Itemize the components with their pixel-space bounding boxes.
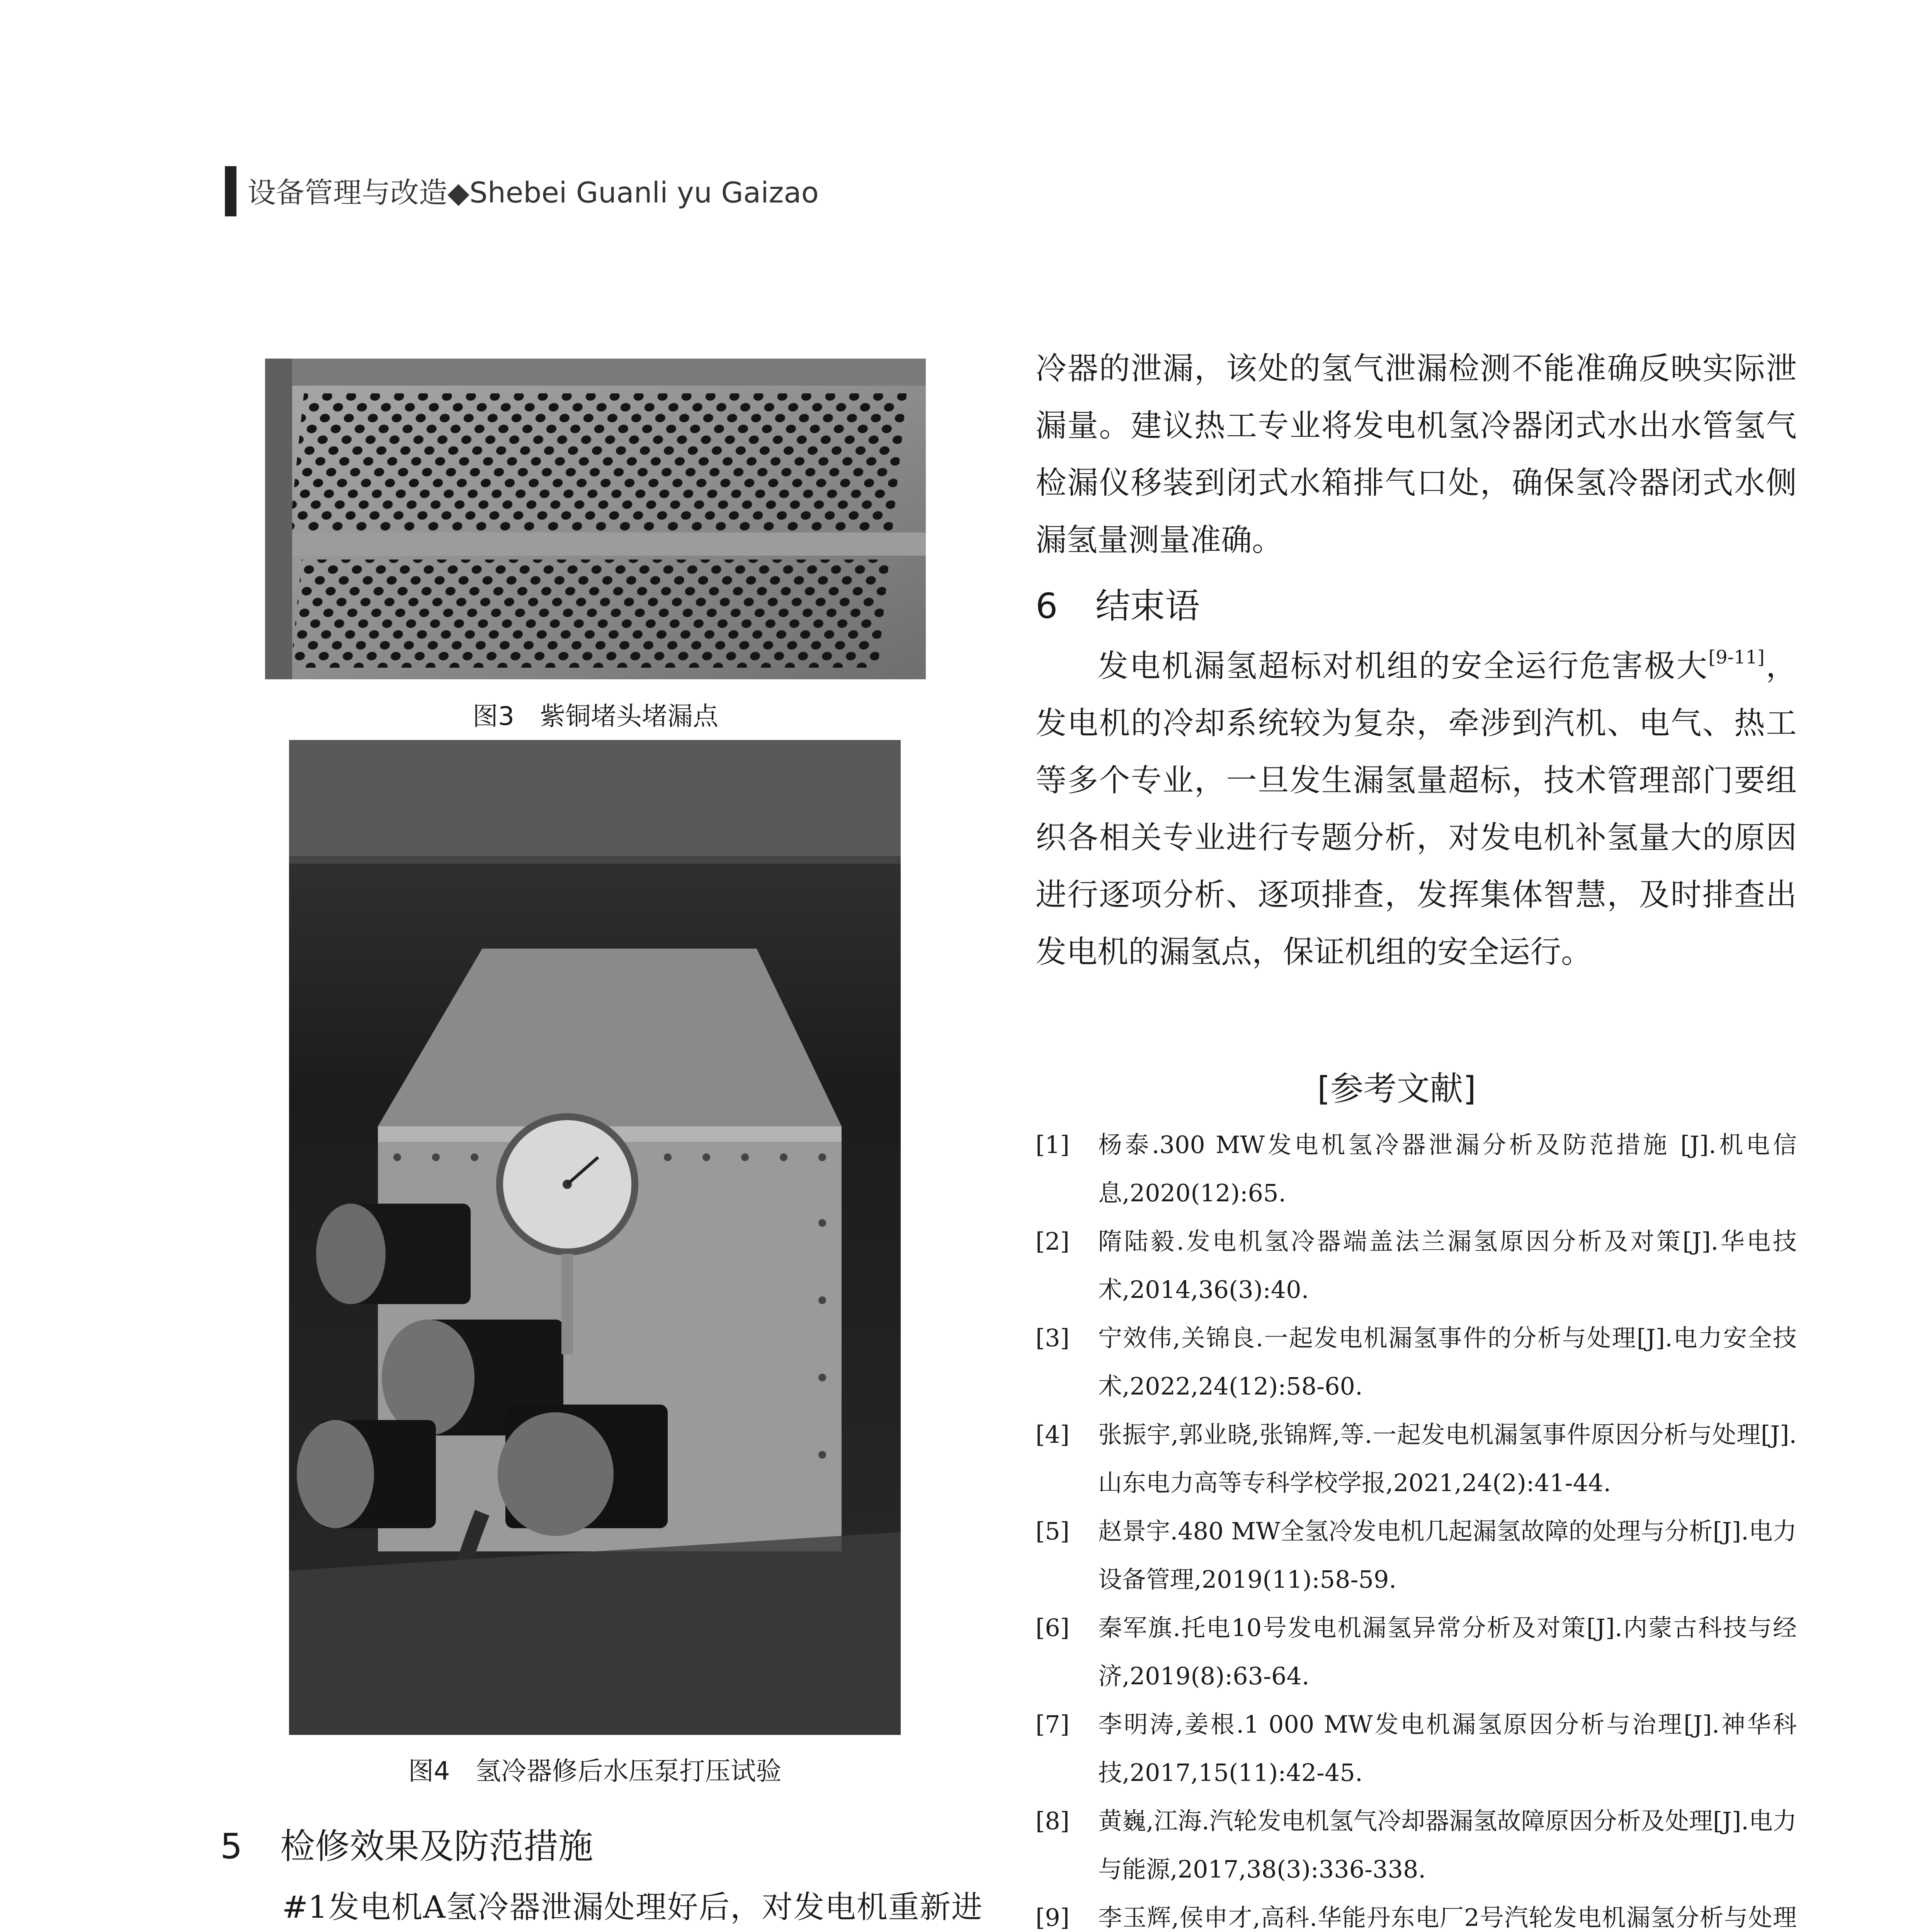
section-5-body [220, 1879, 982, 1932]
reference-number: [6] [1036, 1614, 1070, 1642]
paragraph: #1发电机A氢冷器泄漏处理好后，对发电机重新进 [282, 1889, 982, 1925]
reference-number: [2] [1036, 1227, 1070, 1255]
reference-item [1036, 1604, 1797, 1700]
reference-number: [5] [1036, 1517, 1070, 1545]
section-number: 6 [1036, 586, 1058, 626]
reference-list [1036, 1121, 1797, 1932]
reference-text: 赵景宇.480 MW全氢冷发电机几起漏氢故障的处理与分析[J].电力设备管理,2019(11):58-59. [1098, 1517, 1797, 1594]
reference-item [1036, 1507, 1797, 1604]
figure-3-photo [265, 359, 926, 679]
reference-number: [8] [1036, 1807, 1070, 1835]
citation: [9-11] [1708, 646, 1765, 668]
paragraph [1036, 638, 1797, 981]
reference-text: 张振宇,郭业晓,张锦辉,等.一起发电机漏氢事件原因分析与处理[J].山东电力高等专科学校学报,2021,24(2):41-44. [1098, 1420, 1797, 1497]
text-run: 发电机漏氢超标对机组的安全运行危害极大 [1097, 648, 1709, 684]
reference-item [1036, 1217, 1797, 1314]
reference-text: 黄巍,江海.汽轮发电机氢气冷却器漏氢故障原因分析及处理[J].电力与能源,2017,38(3):336-338. [1098, 1807, 1797, 1883]
reference-text: 李明涛,姜根.1 000 MW发电机漏氢原因分析与治理[J].神华科技,2017,15(11):42-45. [1098, 1710, 1797, 1787]
text-run: ，发电机的冷却系统较为复杂，牵涉到汽机、电气、热工等多个专业，一旦发生漏氢量超标，技术管理部门要组织各相关专业进行专题分析，对发电机补氢量大的原因进行逐项分析、逐项排查，发挥集体智慧，及时排查出发电机的漏氢点，保证机组的安全运行。 [1036, 648, 1797, 970]
section-title: 结束语 [1095, 586, 1200, 626]
reference-number: [4] [1036, 1420, 1070, 1449]
reference-number: [3] [1036, 1324, 1070, 1352]
section-5-heading [220, 1818, 593, 1868]
section-number: 5 [220, 1826, 243, 1867]
reference-item [1036, 1893, 1797, 1932]
reference-number: [1] [1036, 1131, 1070, 1159]
reference-text: 李玉辉,侯申才,高科.华能丹东电厂2号汽轮发电机漏氢分析与处理 [1098, 1903, 1797, 1932]
tube-sheet-image [265, 359, 926, 679]
reference-item [1036, 1314, 1797, 1410]
header-bar [225, 166, 236, 216]
reference-item [1036, 1700, 1797, 1797]
section-5-continuation [1036, 340, 1797, 569]
reference-item [1036, 1410, 1797, 1507]
reference-text: 宁效伟,关锦良.一起发电机漏氢事件的分析与处理[J].电力安全技术,2022,24(12):58-60. [1098, 1324, 1797, 1400]
references-heading: [参考文献] [1317, 1070, 1476, 1108]
section-6-body [1036, 638, 1797, 981]
reference-number: [7] [1036, 1710, 1070, 1738]
reference-item [1036, 1121, 1797, 1217]
reference-text: 隋陆毅.发电机氢冷器端盖法兰漏氢原因分析及对策[J].华电技术,2014,36(3):40. [1098, 1227, 1797, 1304]
section-6-heading [1036, 578, 1200, 628]
figure-4-photo [289, 740, 901, 1735]
running-header: 设备管理与改造◆Shebei Guanli yu Gaizao [247, 176, 819, 209]
section-title: 检修效果及防范措施 [280, 1826, 593, 1867]
reference-number: [9] [1036, 1903, 1070, 1932]
reference-text: 杨泰.300 MW发电机氢冷器泄漏分析及防范措施 [J].机电信息,2020(12):65. [1098, 1131, 1797, 1207]
reference-text: 秦军旗.托电10号发电机漏氢异常分析及对策[J].内蒙古科技与经济,2019(8):63-64. [1098, 1614, 1797, 1690]
figure-3-caption: 图3 紫铜堵头堵漏点 [473, 701, 718, 731]
pressure-test-image [289, 740, 901, 1735]
figure-4-caption: 图4 氢冷器修后水压泵打压试验 [408, 1756, 782, 1786]
paragraph: 冷器的泄漏，该处的氢气泄漏检测不能准确反映实际泄漏量。建议热工专业将发电机氢冷器闭式水出水管氢气检漏仪移装到闭式水箱排气口处，确保氢冷器闭式水侧漏氢量测量准确。 [1036, 350, 1797, 558]
reference-item [1036, 1797, 1797, 1893]
